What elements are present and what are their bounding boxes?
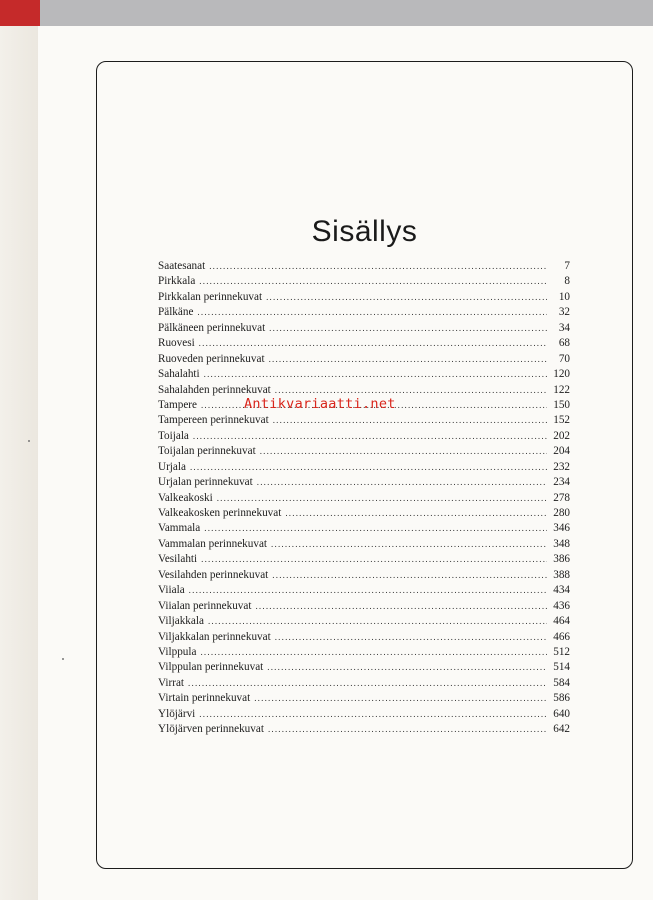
toc-entry-title: Urjalan perinnekuvat — [158, 476, 253, 489]
toc-leader-dots — [209, 259, 547, 274]
toc-entry — [158, 367, 570, 382]
toc-entry-title: Valkeakosken perinnekuvat — [158, 507, 282, 519]
toc-leader-dots — [271, 537, 547, 552]
toc-entry-page: 584 — [553, 676, 570, 689]
book-spine — [0, 0, 40, 26]
toc-entry — [158, 630, 570, 645]
toc-entry-page: 386 — [553, 553, 570, 566]
paper-speck — [28, 440, 30, 442]
toc-entry-page: 7 — [564, 260, 570, 272]
toc-entry-page: 436 — [553, 599, 570, 612]
toc-leader-dots — [199, 274, 547, 289]
toc-entry-page: 642 — [553, 723, 570, 736]
toc-entry-title: Virrat — [158, 676, 185, 689]
toc-entry-title: Saatesanat — [158, 260, 206, 272]
toc-entry-page: 640 — [553, 707, 570, 720]
toc-entry-page: 280 — [553, 507, 570, 519]
toc-entry-title: Toijalan perinnekuvat — [158, 445, 256, 458]
toc-entry — [158, 444, 570, 459]
watermark-text: Antikvariaatti.net — [244, 396, 396, 412]
toc-entry-title: Sahalahden perinnekuvat — [158, 383, 271, 396]
toc-entry-page: 348 — [553, 537, 570, 550]
toc-entry — [158, 707, 570, 722]
toc-leader-dots — [204, 521, 547, 536]
toc-entry-title: Valkeakoski — [158, 491, 213, 504]
toc-entry-title: Ylöjärven perinnekuvat — [158, 723, 264, 736]
toc-entry — [158, 429, 570, 444]
toc-entry — [158, 336, 570, 351]
toc-entry-title: Tampereen perinnekuvat — [158, 414, 269, 427]
toc-entry-title: Viljakkala — [158, 615, 204, 628]
toc-entry-page: 466 — [553, 630, 570, 643]
toc-entry-page: 514 — [553, 661, 570, 674]
toc-entry — [158, 691, 570, 706]
toc-leader-dots — [201, 552, 547, 567]
toc-entry-title: Viialan perinnekuvat — [158, 599, 252, 612]
toc-leader-dots — [268, 722, 547, 737]
toc-entry — [158, 352, 570, 367]
toc-leader-dots — [254, 691, 547, 706]
toc-entry-page: 434 — [553, 584, 570, 597]
toc-entry — [158, 599, 570, 614]
toc-entry — [158, 583, 570, 598]
toc-entry-title: Sahalahti — [158, 368, 200, 381]
toc-entry-page: 464 — [553, 615, 570, 628]
toc-entry-title: Vammala — [158, 522, 201, 535]
toc-entry-title: Urjala — [158, 460, 186, 473]
toc-leader-dots — [217, 491, 547, 506]
toc-entry-title: Vesilahden perinnekuvat — [158, 568, 269, 581]
toc-entry-page: 32 — [558, 306, 570, 319]
toc-entry-title: Pälkäne — [158, 306, 194, 319]
book-cover-edge — [0, 26, 39, 900]
toc-entry-page: 10 — [558, 290, 570, 303]
toc-entry-title: Ylöjärvi — [158, 707, 196, 720]
toc-leader-dots — [269, 321, 547, 336]
toc-leader-dots — [255, 599, 547, 614]
toc-entry-page: 586 — [553, 692, 570, 705]
toc-leader-dots — [273, 413, 547, 428]
toc-leader-dots — [257, 475, 547, 490]
table-of-contents — [158, 259, 570, 738]
toc-entry-title: Ruovesi — [158, 337, 195, 350]
paper-speck — [62, 658, 64, 660]
toc-entry — [158, 305, 570, 320]
toc-leader-dots — [275, 630, 547, 645]
toc-entry-page: 120 — [553, 368, 570, 381]
toc-entry-page: 68 — [558, 337, 570, 350]
toc-entry — [158, 568, 570, 583]
toc-entry-title: Vilppula — [158, 645, 197, 658]
toc-entry-title: Vilppulan perinnekuvat — [158, 661, 264, 674]
toc-entry-title: Pälkäneen perinnekuvat — [158, 321, 266, 334]
toc-entry-title: Vesilahti — [158, 553, 198, 566]
toc-entry-page: 234 — [553, 476, 570, 489]
toc-leader-dots — [269, 352, 547, 367]
toc-leader-dots — [272, 568, 547, 583]
toc-entry — [158, 491, 570, 506]
toc-entry — [158, 259, 570, 274]
toc-leader-dots — [208, 614, 547, 629]
toc-entry-page: 512 — [553, 645, 570, 658]
toc-entry — [158, 506, 570, 521]
toc-entry — [158, 413, 570, 428]
page-title: Sisällys — [311, 215, 418, 248]
toc-entry-title: Virtain perinnekuvat — [158, 692, 251, 705]
toc-entry — [158, 475, 570, 490]
toc-leader-dots — [204, 367, 547, 382]
toc-entry — [158, 521, 570, 536]
toc-entry — [158, 676, 570, 691]
toc-entry-page: 346 — [553, 522, 570, 535]
toc-entry-page: 70 — [558, 352, 570, 365]
toc-entry — [158, 660, 570, 675]
toc-entry — [158, 321, 570, 336]
toc-entry-page: 202 — [553, 429, 570, 442]
toc-entry — [158, 614, 570, 629]
toc-entry — [158, 722, 570, 737]
toc-entry-title: Tampere — [158, 398, 197, 411]
toc-leader-dots — [260, 444, 547, 459]
toc-entry — [158, 552, 570, 567]
toc-entry-page: 232 — [553, 460, 570, 473]
scanner-background — [0, 0, 653, 26]
toc-leader-dots — [199, 707, 547, 722]
toc-leader-dots — [193, 429, 547, 444]
toc-entry-page: 152 — [553, 414, 570, 427]
toc-entry-page: 34 — [558, 321, 570, 334]
toc-entry-page: 150 — [553, 398, 570, 411]
toc-entry — [158, 460, 570, 475]
toc-entry-page: 278 — [553, 491, 570, 504]
toc-leader-dots — [189, 583, 547, 598]
toc-leader-dots — [197, 305, 547, 320]
toc-entry — [158, 537, 570, 552]
toc-entry — [158, 290, 570, 305]
toc-leader-dots — [190, 460, 547, 475]
toc-leader-dots — [188, 676, 547, 691]
toc-entry-title: Toijala — [158, 429, 189, 442]
toc-entry — [158, 274, 570, 289]
toc-entry-title: Vammalan perinnekuvat — [158, 537, 268, 550]
toc-leader-dots — [266, 290, 547, 305]
toc-leader-dots — [199, 336, 547, 351]
toc-leader-dots — [285, 506, 547, 521]
toc-entry-title: Pirkkalan perinnekuvat — [158, 290, 263, 303]
toc-leader-dots — [267, 660, 547, 675]
toc-entry-title: Viljakkalan perinnekuvat — [158, 630, 271, 643]
toc-entry — [158, 645, 570, 660]
toc-entry-title: Ruoveden perinnekuvat — [158, 352, 265, 365]
toc-entry-title: Viiala — [158, 584, 185, 597]
toc-entry-page: 204 — [553, 445, 570, 458]
toc-entry-page: 8 — [564, 275, 570, 288]
toc-leader-dots — [200, 645, 547, 660]
toc-entry-page: 388 — [553, 568, 570, 581]
toc-entry-page: 122 — [553, 383, 570, 396]
toc-entry-title: Pirkkala — [158, 275, 196, 288]
